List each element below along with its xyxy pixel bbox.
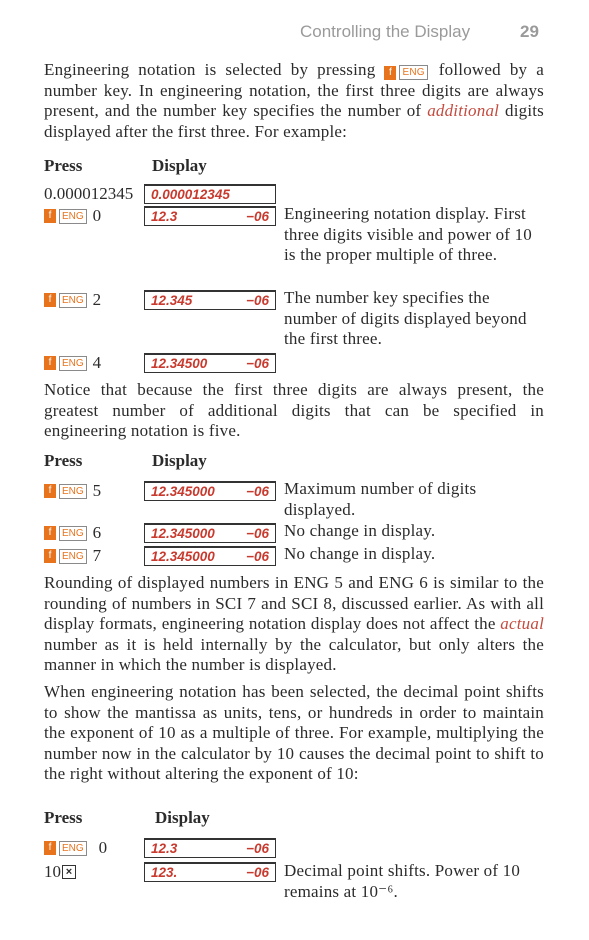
- display-mantissa: 12.345000: [151, 549, 215, 564]
- calculator-display: [144, 206, 276, 226]
- press-value: 10: [44, 862, 61, 881]
- press-digit: 7: [92, 546, 102, 565]
- intro-text-2: followed by a number key. In engineering notation, the first three digits are always present, and the number key specifies the number of: [44, 60, 545, 120]
- press-entry: [44, 184, 133, 204]
- display-exponent: −06: [246, 356, 269, 371]
- display-column-header: Display: [155, 808, 210, 827]
- display-column-header: Display: [152, 451, 207, 470]
- press-digit: 6: [92, 523, 102, 542]
- display-exponent: −06: [246, 549, 269, 564]
- display-exponent: −06: [246, 484, 269, 499]
- display-exponent: −06: [246, 841, 269, 856]
- f-key-icon: f: [44, 484, 56, 498]
- display-note: Maximum number of digits displayed.: [284, 479, 477, 519]
- display-exponent: −06: [246, 865, 269, 880]
- press-entry: [44, 546, 101, 566]
- press-entry: [44, 290, 101, 310]
- display-mantissa: 0.000012345: [151, 187, 230, 202]
- display-mantissa: 12.345000: [151, 484, 215, 499]
- f-key-icon: f: [44, 209, 56, 223]
- f-key-icon: f: [384, 66, 396, 80]
- eng-key-icon: ENG: [399, 65, 427, 80]
- calculator-display: [144, 523, 276, 543]
- page-number: 29: [520, 22, 539, 41]
- rounding-italic: actual: [500, 614, 544, 633]
- page-header-title: Controlling the Display: [300, 22, 471, 41]
- display-exponent: −06: [246, 209, 269, 224]
- press-entry: [44, 353, 101, 373]
- intro-paragraph: [44, 60, 544, 142]
- press-entry: [44, 862, 76, 882]
- display-mantissa: 12.345000: [151, 526, 215, 541]
- calculator-display: [144, 353, 276, 373]
- press-entry: [44, 523, 101, 543]
- intro-italic: additional: [427, 101, 500, 120]
- display-mantissa: 12.3: [151, 841, 178, 856]
- display-exponent: −06: [246, 293, 269, 308]
- display-note: No change in display.: [284, 521, 436, 540]
- multiply-key-icon: ×: [62, 865, 76, 879]
- intro-text-3: digits displayed after the first three. For example:: [44, 101, 544, 141]
- display-column-header: Display: [152, 156, 207, 175]
- eng-key-icon: ENG: [59, 526, 87, 541]
- press-digit: 4: [92, 353, 102, 372]
- eng-key-icon: ENG: [59, 484, 87, 499]
- calculator-display: [144, 838, 276, 858]
- f-key-icon: f: [44, 356, 56, 370]
- press-digit: 0: [92, 206, 102, 225]
- rounding-text-2: number as it is held internally by the calculator, but only alters the manner in which the number is displayed.: [44, 634, 544, 674]
- display-mantissa: 123.: [151, 865, 178, 880]
- press-column-header: Press: [44, 451, 83, 470]
- f-key-icon: f: [44, 549, 56, 563]
- eng-key-icon: ENG: [59, 841, 87, 856]
- calculator-display: [144, 862, 276, 882]
- calculator-display: [144, 546, 276, 566]
- press-digit: 2: [92, 290, 102, 309]
- calculator-display: [144, 481, 276, 501]
- rounding-text-1: Rounding of displayed numbers in ENG 5 and ENG 6 is similar to the rounding of numbers in SCI 7 and SCI 8, discussed earlier. As with all display formats, engineering notation display does not affect the: [44, 573, 544, 633]
- display-mantissa: 12.345: [151, 293, 193, 308]
- intro-text-1: Engineering notation is selected by pressing: [44, 60, 376, 79]
- paragraph-max-digits: Notice that because the first three digits are always present, the greatest number of additional digits that can be specified in engineering notation is five.: [44, 380, 544, 440]
- press-entry: [44, 206, 101, 226]
- eng-key-icon: ENG: [59, 549, 87, 564]
- eng-key-icon: ENG: [59, 293, 87, 308]
- calculator-display: [144, 290, 276, 310]
- f-key-icon: f: [44, 293, 56, 307]
- display-exponent: −06: [246, 526, 269, 541]
- display-mantissa: 12.34500: [151, 356, 208, 371]
- display-note: Decimal point shifts. Power of 10 remains at 10⁻⁶.: [284, 861, 521, 901]
- display-note: Engineering notation display. First three digits visible and power of 10 is the proper multiple of three.: [284, 204, 532, 264]
- press-entry: [44, 481, 101, 501]
- display-note: The number key specifies the number of digits displayed beyond the first three.: [284, 288, 527, 348]
- press-column-header: Press: [44, 156, 83, 175]
- display-mantissa: 12.3: [151, 209, 178, 224]
- paragraph-decimal-shift: When engineering notation has been selected, the decimal point shifts to show the mantissa as units, tens, or hundreds in order to maintain the exponent of 10 as a multiple of three. For example, multiplying the number now in the calculator by 10 causes the decimal point to shift to the right without altering the exponent of 10:: [44, 682, 544, 783]
- display-note: No change in display.: [284, 544, 436, 563]
- press-column-header: Press: [44, 808, 83, 827]
- paragraph-rounding: [44, 573, 544, 676]
- press-digit: 5: [92, 481, 102, 500]
- press-digit: 0: [98, 838, 108, 857]
- eng-key-icon: ENG: [59, 356, 87, 371]
- press-value: 0.000012345: [44, 184, 134, 203]
- press-entry: [44, 838, 107, 858]
- calculator-display: [144, 184, 276, 204]
- eng-key-icon: ENG: [59, 209, 87, 224]
- f-key-icon: f: [44, 841, 56, 855]
- f-key-icon: f: [44, 526, 56, 540]
